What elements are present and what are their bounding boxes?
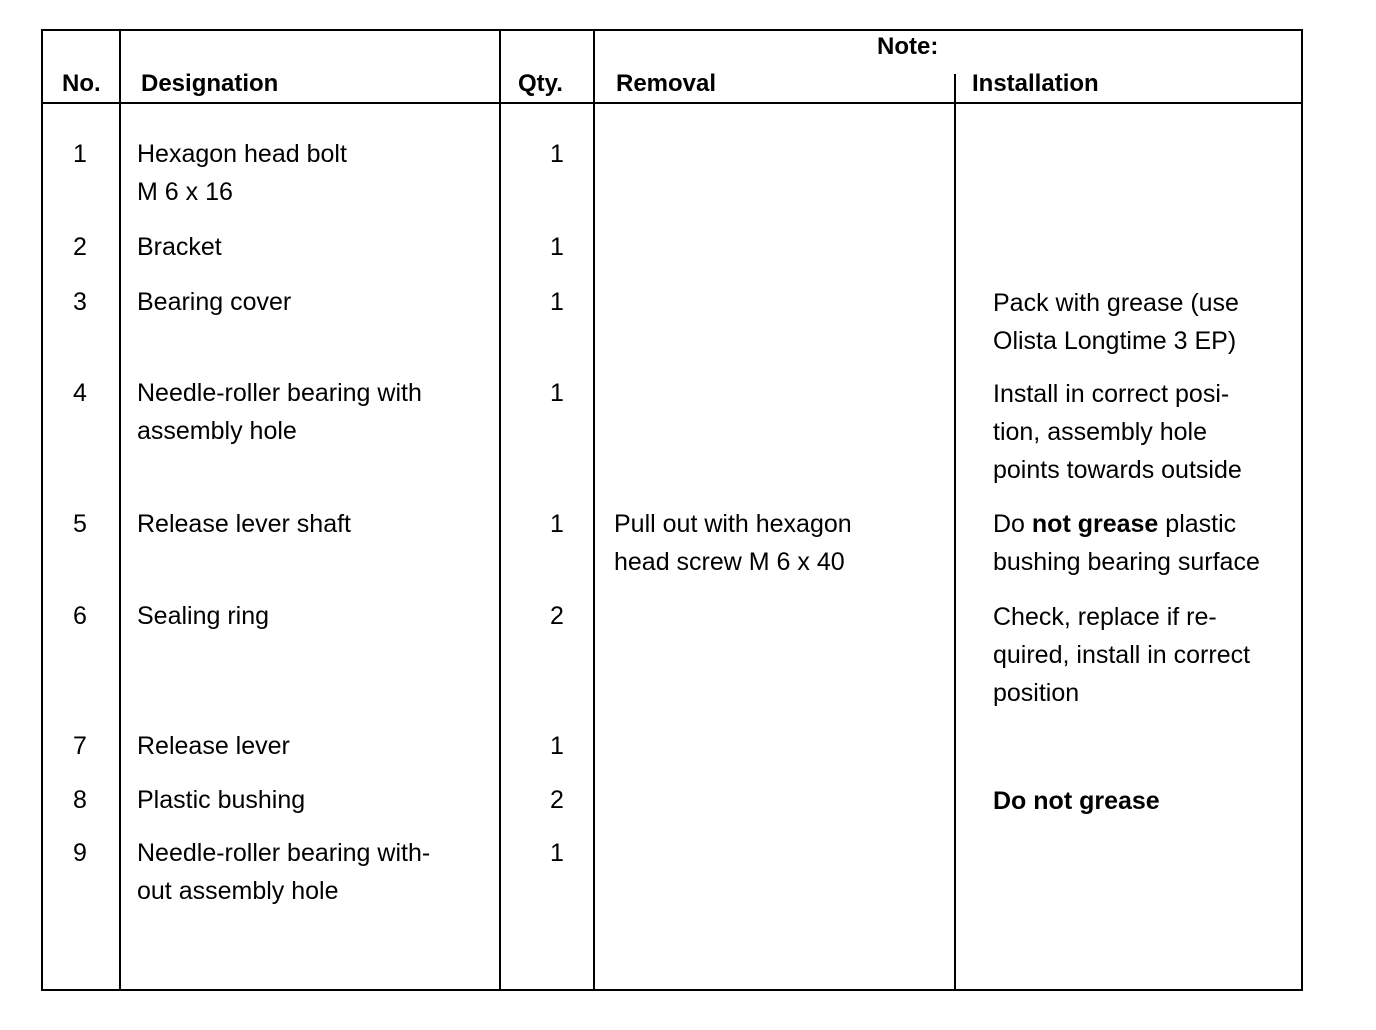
row-6-installation (993, 598, 1250, 712)
row-4-installation-line-3: points towards outside (993, 456, 1242, 484)
row-1-designation-line-1: Hexagon head bolt (137, 140, 347, 168)
row-5-installation-line-1 (993, 505, 1260, 543)
row-4-no: 4 (73, 379, 87, 407)
row-4-designation-line-2: assembly hole (137, 417, 297, 445)
row-8-designation: Plastic bushing (137, 786, 306, 814)
row-2-no: 2 (73, 233, 87, 261)
header-installation: Installation (972, 70, 1099, 97)
row-5-removal (614, 505, 852, 581)
row-5-no: 5 (73, 510, 87, 538)
row-1-no: 1 (73, 140, 87, 168)
row-5-removal-line-2: head screw M 6 x 40 (614, 548, 845, 576)
row-7-no: 7 (73, 732, 87, 760)
row-4-designation-line-1: Needle-roller bearing with (137, 379, 422, 407)
row-6-installation-line-2: quired, install in correct (993, 641, 1251, 669)
row-5-qty: 1 (550, 510, 564, 538)
row-9-designation-line-1: Needle-roller bearing with- (137, 839, 431, 867)
header-designation: Designation (141, 70, 279, 97)
column-divider-no (119, 29, 121, 991)
row-3-installation (993, 284, 1239, 360)
row-5-installation (993, 505, 1260, 581)
row-2-designation: Bracket (137, 233, 222, 261)
row-1-designation (137, 135, 347, 211)
row-6-designation: Sealing ring (137, 602, 270, 630)
row-4-installation (993, 375, 1242, 489)
row-8-qty: 2 (550, 786, 564, 814)
row-6-no: 6 (73, 602, 87, 630)
row-4-installation-line-1: Install in correct posi- (993, 380, 1230, 408)
row-7-designation: Release lever (137, 732, 290, 760)
header-note: Note: (877, 33, 939, 60)
row-1-designation-line-2: M 6 x 16 (137, 178, 233, 206)
row-3-no: 3 (73, 288, 87, 316)
row-8-no: 8 (73, 786, 87, 814)
row-5-installation-post: plastic (1158, 510, 1237, 538)
row-5-installation-line-2: bushing bearing surface (993, 548, 1260, 576)
row-9-designation-line-2: out assembly hole (137, 877, 339, 905)
row-6-qty: 2 (550, 602, 564, 630)
row-4-installation-line-2: tion, assembly hole (993, 418, 1208, 446)
header-no: No. (62, 70, 101, 97)
row-8-installation: Do not grease (993, 787, 1160, 815)
column-divider-qty (593, 29, 595, 991)
row-6-installation-line-1: Check, replace if re- (993, 603, 1217, 631)
row-4-designation (137, 374, 422, 450)
header-rule (41, 102, 1303, 104)
row-3-installation-line-2: Olista Longtime 3 EP) (993, 327, 1237, 355)
row-2-qty: 1 (550, 233, 564, 261)
row-9-no: 9 (73, 839, 87, 867)
row-5-designation: Release lever shaft (137, 510, 352, 538)
row-9-designation (137, 834, 430, 910)
row-3-designation: Bearing cover (137, 288, 292, 316)
header-qty: Qty. (518, 70, 563, 97)
row-6-installation-line-3: position (993, 679, 1080, 707)
row-5-installation-bold: not grease (1031, 510, 1159, 538)
row-3-qty: 1 (550, 288, 564, 316)
row-3-installation-line-1: Pack with grease (use (993, 289, 1239, 317)
row-7-qty: 1 (550, 732, 564, 760)
row-4-qty: 1 (550, 379, 564, 407)
header-removal: Removal (616, 70, 717, 97)
row-5-removal-line-1: Pull out with hexagon (614, 510, 852, 538)
column-divider-removal (954, 74, 956, 991)
row-9-qty: 1 (550, 839, 564, 867)
column-divider-designation (499, 29, 501, 991)
row-5-installation-pre: Do (993, 510, 1032, 538)
row-1-qty: 1 (550, 140, 564, 168)
